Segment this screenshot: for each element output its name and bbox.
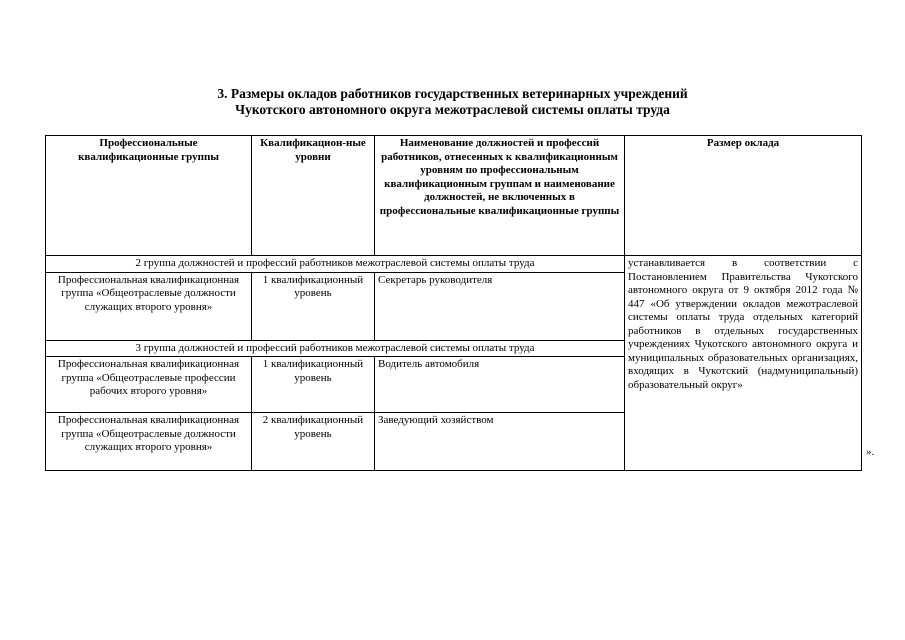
- closing-quote-mark: ».: [866, 446, 875, 458]
- title-line-2: Чукотского автономного округа межотраслевой системы оплаты труда: [235, 102, 670, 117]
- header-positions: Наименование должностей и профессий работников, отнесенных к квалификационным уровням по профессиональным квалификационным группам и наименование должностей, не включенных в профессиональные квалификационные группы: [375, 136, 625, 256]
- header-row: [46, 136, 862, 256]
- qualification-group: Профессиональная квалификационная группа «Общеотраслевые должности служащих второго уровня»: [46, 413, 252, 471]
- salary-note: устанавливается в соответствии с Постановлением Правительства Чукотского автономного округа от 9 октября 2012 года № 447 «Об утверждении окладов межотраслевой системы оплаты труда отдельных категорий работников в отдельных государственных учреждениях Чукотского автономного округа и муниципальных образовательных организациях, входящих в Чукотский (надмуниципальный) образовательный округ»: [625, 256, 862, 471]
- header-groups: Профессиональные квалификационные группы: [46, 136, 252, 256]
- salary-table: [45, 135, 862, 471]
- qualification-level: 1 квалификационный уровень: [252, 272, 375, 340]
- header-salary: Размер оклада: [625, 136, 862, 256]
- position-name: Секретарь руководителя: [375, 272, 625, 340]
- group2-row: [46, 256, 862, 273]
- qualification-group: Профессиональная квалификационная группа «Общеотраслевые должности служащих второго уровня»: [46, 272, 252, 340]
- qualification-level: 1 квалификационный уровень: [252, 357, 375, 413]
- group3-title: 3 группа должностей и профессий работников межотраслевой системы оплаты труда: [46, 340, 625, 357]
- header-levels: Квалификацион-ные уровни: [252, 136, 375, 256]
- qualification-level: 2 квалификационный уровень: [252, 413, 375, 471]
- group2-title: 2 группа должностей и профессий работников межотраслевой системы оплаты труда: [46, 256, 625, 273]
- section-title: [0, 86, 905, 118]
- position-name: Водитель автомобиля: [375, 357, 625, 413]
- title-line-1: 3. Размеры окладов работников государственных ветеринарных учреждений: [217, 86, 688, 101]
- position-name: Заведующий хозяйством: [375, 413, 625, 471]
- qualification-group: Профессиональная квалификационная группа «Общеотраслевые профессии рабочих второго уровня»: [46, 357, 252, 413]
